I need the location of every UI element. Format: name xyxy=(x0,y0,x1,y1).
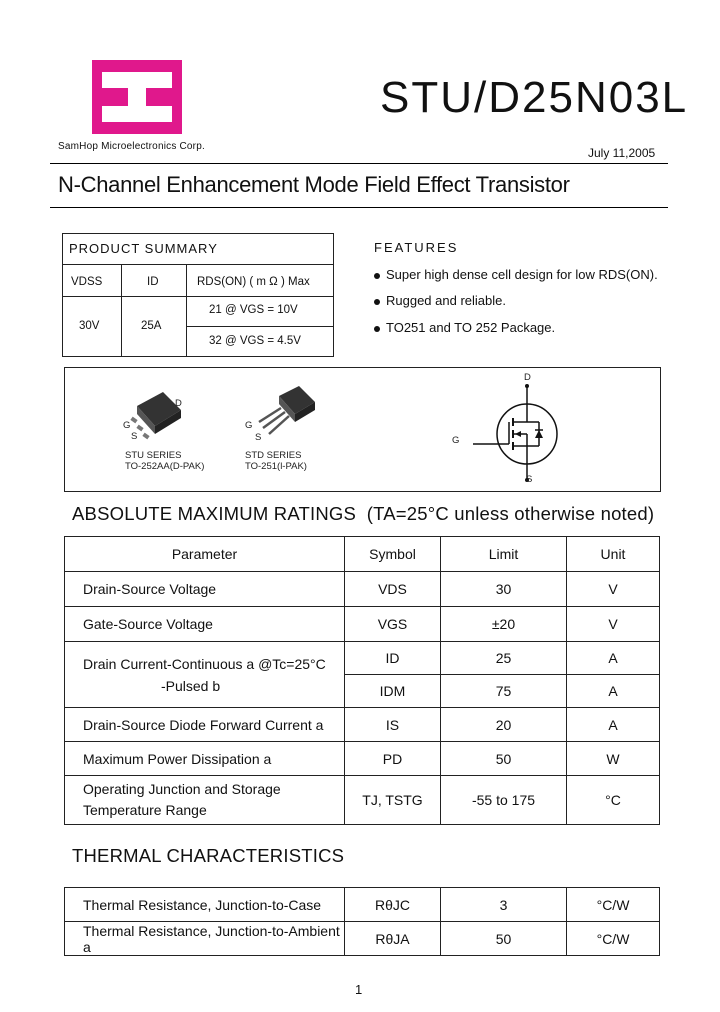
schematic-label-s: S xyxy=(526,474,533,485)
table-row: Drain Current-Continuous a @Tc=25°C -Pulsed b ID 25 A xyxy=(65,642,660,675)
header-parameter: Parameter xyxy=(65,537,345,572)
abs-max-heading: ABSOLUTE MAXIMUM RATINGS (TA=25°C unless otherwise noted) xyxy=(72,503,655,524)
header-limit: Limit xyxy=(441,537,567,572)
std-series-label: STD SERIES TO-251(l-PAK) xyxy=(245,450,307,472)
bullet-icon xyxy=(374,299,380,305)
table-row: Drain-Source Voltage VDS 30 V xyxy=(65,572,660,607)
abs-max-condition: (TA=25°C unless otherwise noted) xyxy=(366,503,655,524)
thermal-heading: THERMAL CHARACTERISTICS xyxy=(72,845,345,866)
pin-label-d: D xyxy=(175,398,182,409)
product-summary-heading: PRODUCT SUMMARY xyxy=(69,241,218,256)
col-id: ID xyxy=(147,276,159,288)
company-name: SamHop Microelectronics Corp. xyxy=(58,141,205,152)
header-divider xyxy=(50,163,668,164)
package-diagram-box xyxy=(64,367,661,492)
abs-max-table xyxy=(64,536,660,825)
thermal-table xyxy=(64,887,660,956)
pin-label-s: S xyxy=(255,432,262,443)
stu-series-label: STU SERIES TO-252AA(D-PAK) xyxy=(125,450,205,472)
table-row: Thermal Resistance, Junction-to-Case RθJC 3 °C/W xyxy=(65,888,660,922)
document-title: N-Channel Enhancement Mode Field Effect Transistor xyxy=(58,172,570,197)
samhop-logo xyxy=(92,60,182,134)
col-vdss: VDSS xyxy=(71,276,103,288)
features-heading: FEATURES xyxy=(374,240,459,255)
bullet-icon xyxy=(374,273,380,279)
pin-label-s: S xyxy=(131,431,138,442)
rds-value-10v: 21 @ VGS = 10V xyxy=(209,304,298,316)
title-divider xyxy=(50,207,668,208)
page-number: 1 xyxy=(355,982,363,997)
feature-item: Rugged and reliable. xyxy=(374,293,506,308)
table-row: IDM 75 A xyxy=(65,675,660,708)
id-value: 25A xyxy=(141,320,162,332)
mosfet-schematic-icon xyxy=(453,372,563,488)
vdss-value: 30V xyxy=(79,320,100,332)
feature-item: Super high dense cell design for low RDS(ON). xyxy=(374,267,658,282)
part-number: STU/D25N03L xyxy=(380,73,689,122)
col-rds: RDS(ON) ( m Ω ) Max xyxy=(197,276,310,288)
pin-label-g: G xyxy=(123,420,131,431)
document-date: July 11,2005 xyxy=(588,146,656,160)
table-row: Operating Junction and Storage Temperature Range TJ, TSTG -55 to 175 °C xyxy=(65,776,660,825)
schematic-label-d: D xyxy=(524,372,531,383)
header-unit: Unit xyxy=(567,537,660,572)
table-row: Maximum Power Dissipation a PD 50 W xyxy=(65,742,660,776)
table-row: Drain-Source Diode Forward Current a IS 20 A xyxy=(65,708,660,742)
product-summary-table xyxy=(62,233,334,357)
table-row: Thermal Resistance, Junction-to-Ambient a RθJA 50 °C/W xyxy=(65,922,660,956)
schematic-label-g: G xyxy=(452,435,460,446)
bullet-icon xyxy=(374,326,380,332)
feature-item: TO251 and TO 252 Package. xyxy=(374,320,555,335)
pin-label-g: G xyxy=(245,420,253,431)
header-symbol: Symbol xyxy=(345,537,441,572)
rds-value-4v5: 32 @ VGS = 4.5V xyxy=(209,335,301,347)
table-row: Gate-Source Voltage VGS ±20 V xyxy=(65,607,660,642)
